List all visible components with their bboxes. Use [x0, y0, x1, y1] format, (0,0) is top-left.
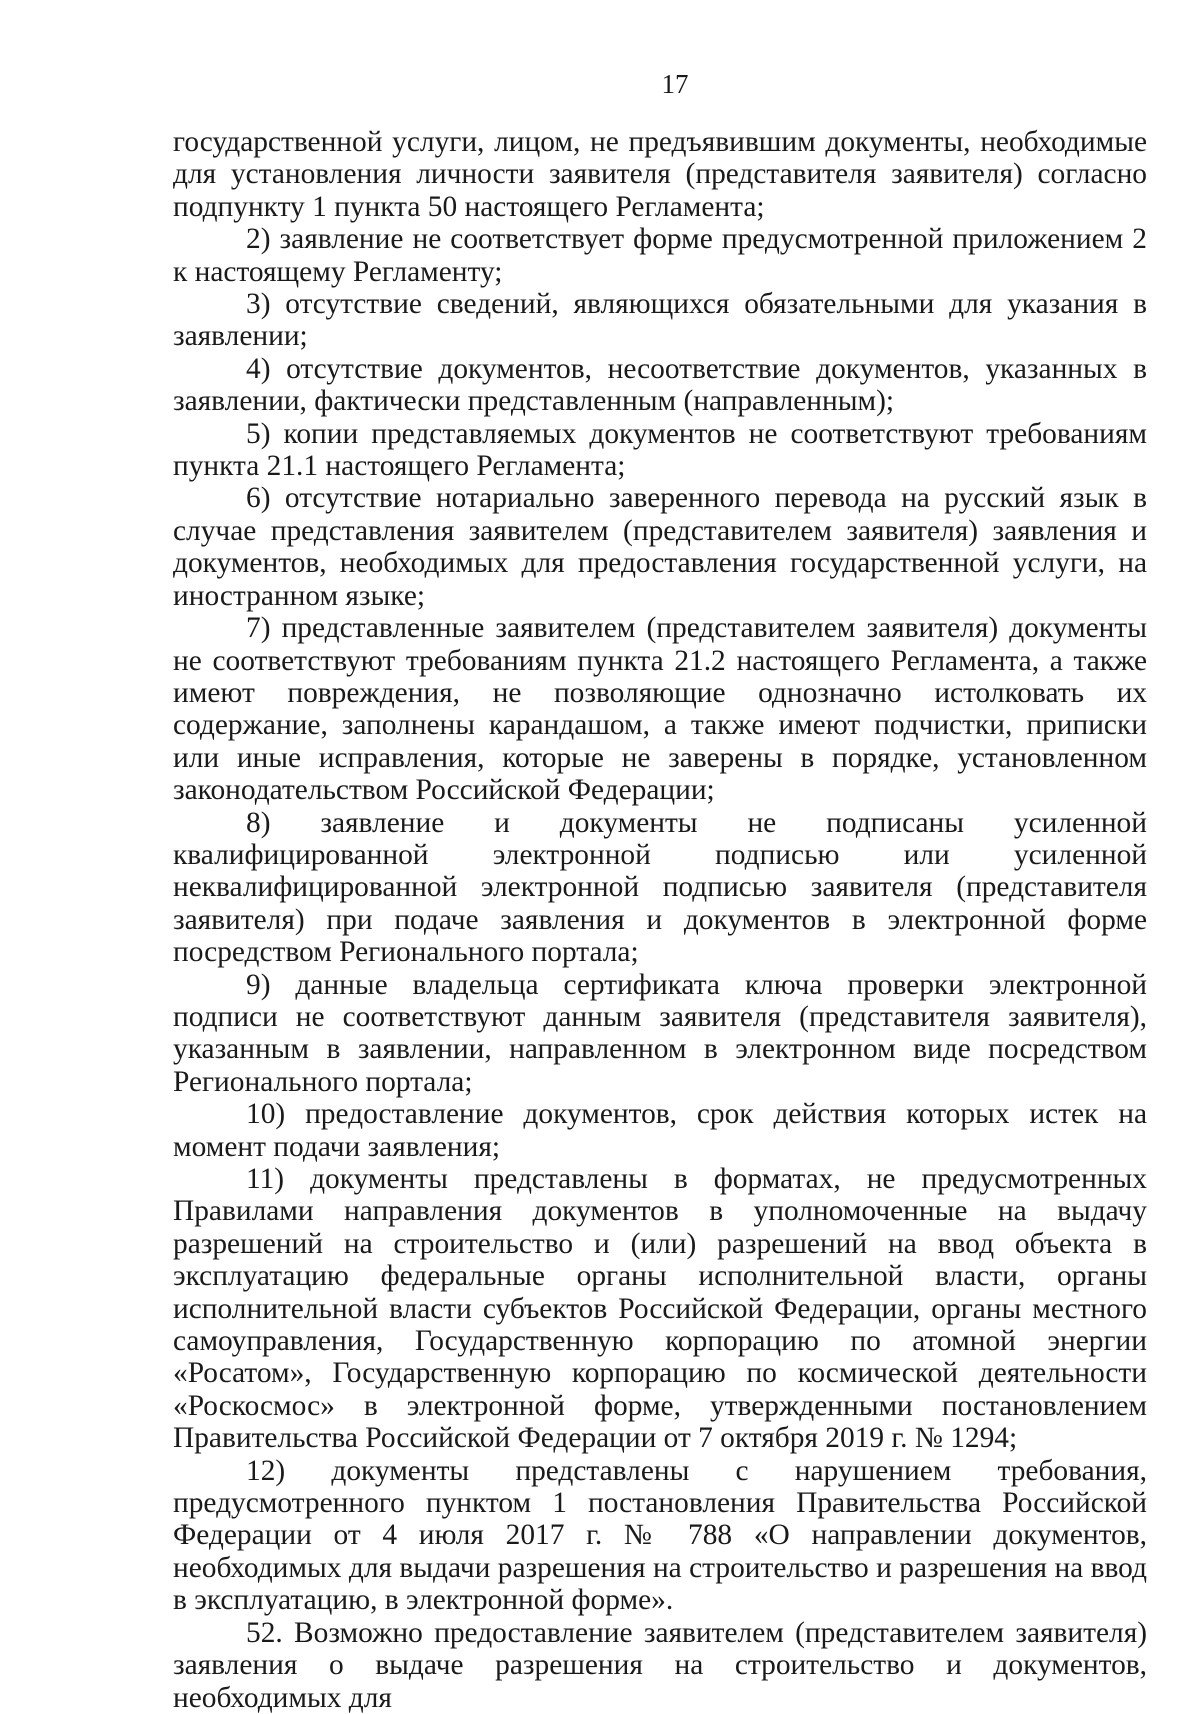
list-item-3: 3) отсутствие сведений, являющихся обязательными для указания в заявлении; — [173, 288, 1147, 353]
list-item-9: 9) данные владельца сертификата ключа проверки электронной подписи не соответствуют данным заявителя (представителя заявителя), указанным в заявлении, направленном в электронном виде посредством Регионального портала; — [173, 968, 1147, 1098]
document-page — [173, 68, 1147, 1714]
paragraph-continuation: государственной услуги, лицом, не предъявившим документы, необходимые для установления личности заявителя (представителя заявителя) согласно подпункту 1 пункта 50 настоящего Регламента; — [173, 126, 1147, 223]
list-item-11: 11) документы представлены в форматах, не предусмотренных Правилами направления документов в уполномоченные на выдачу разрешений на строительство и (или) разрешений на ввод объекта в эксплуатацию федеральные органы исполнительной власти, органы исполнительной власти субъектов Российской Федерации, органы местного самоуправления, Государственную корпорацию по атомной энергии «Росатом», Государственную корпорацию по космической деятельности «Роскосмос» в электронной форме, утвержденными постановлением Правительства Российской Федерации от 7 октября 2019 г. № 1294; — [173, 1163, 1147, 1455]
list-item-12: 12) документы представлены с нарушением требования, предусмотренного пунктом 1 постановления Правительства Российской Федерации от 4 июля 2017 г. № 788 «О направлении документов, необходимых для выдачи разрешения на строительство и разрешения на ввод в эксплуатацию, в электронной форме». — [173, 1454, 1147, 1617]
list-item-2: 2) заявление не соответствует форме предусмотренной приложением 2 к настоящему Регламенту; — [173, 223, 1147, 288]
list-item-10: 10) предоставление документов, срок действия которых истек на момент подачи заявления; — [173, 1098, 1147, 1163]
page-number: 17 — [661, 69, 689, 99]
section-52-paragraph: 52. Возможно предоставление заявителем (представителем заявителя) заявления о выдаче разрешения на строительство и документов, необходимых для — [173, 1616, 1147, 1714]
list-item-6: 6) отсутствие нотариально заверенного перевода на русский язык в случае представления заявителем (представителем заявителя) заявления и документов, необходимых для предоставления государственной услуги, на иностранном языке; — [173, 482, 1147, 612]
list-item-4: 4) отсутствие документов, несоответствие документов, указанных в заявлении, фактически представленным (направленным); — [173, 352, 1147, 418]
list-item-8: 8) заявление и документы не подписаны усиленной квалифицированной электронной подписью или усиленной неквалифицированной электронной подписью заявителя (представителя заявителя) при подаче заявления и документов в электронной форме посредством Регионального портала; — [173, 806, 1147, 969]
list-item-7: 7) представленные заявителем (представителем заявителя) документы не соответствуют требованиям пункта 21.2 настоящего Регламента, а также имеют повреждения, не позволяющие однозначно истолковать их содержание, заполнены карандашом, а также имеют подчистки, приписки или иные исправления, которые не заверены в порядке, установленном законодательством Российской Федерации; — [173, 612, 1147, 807]
list-item-5: 5) копии представляемых документов не соответствуют требованиям пункта 21.1 настоящего Регламента; — [173, 417, 1147, 483]
